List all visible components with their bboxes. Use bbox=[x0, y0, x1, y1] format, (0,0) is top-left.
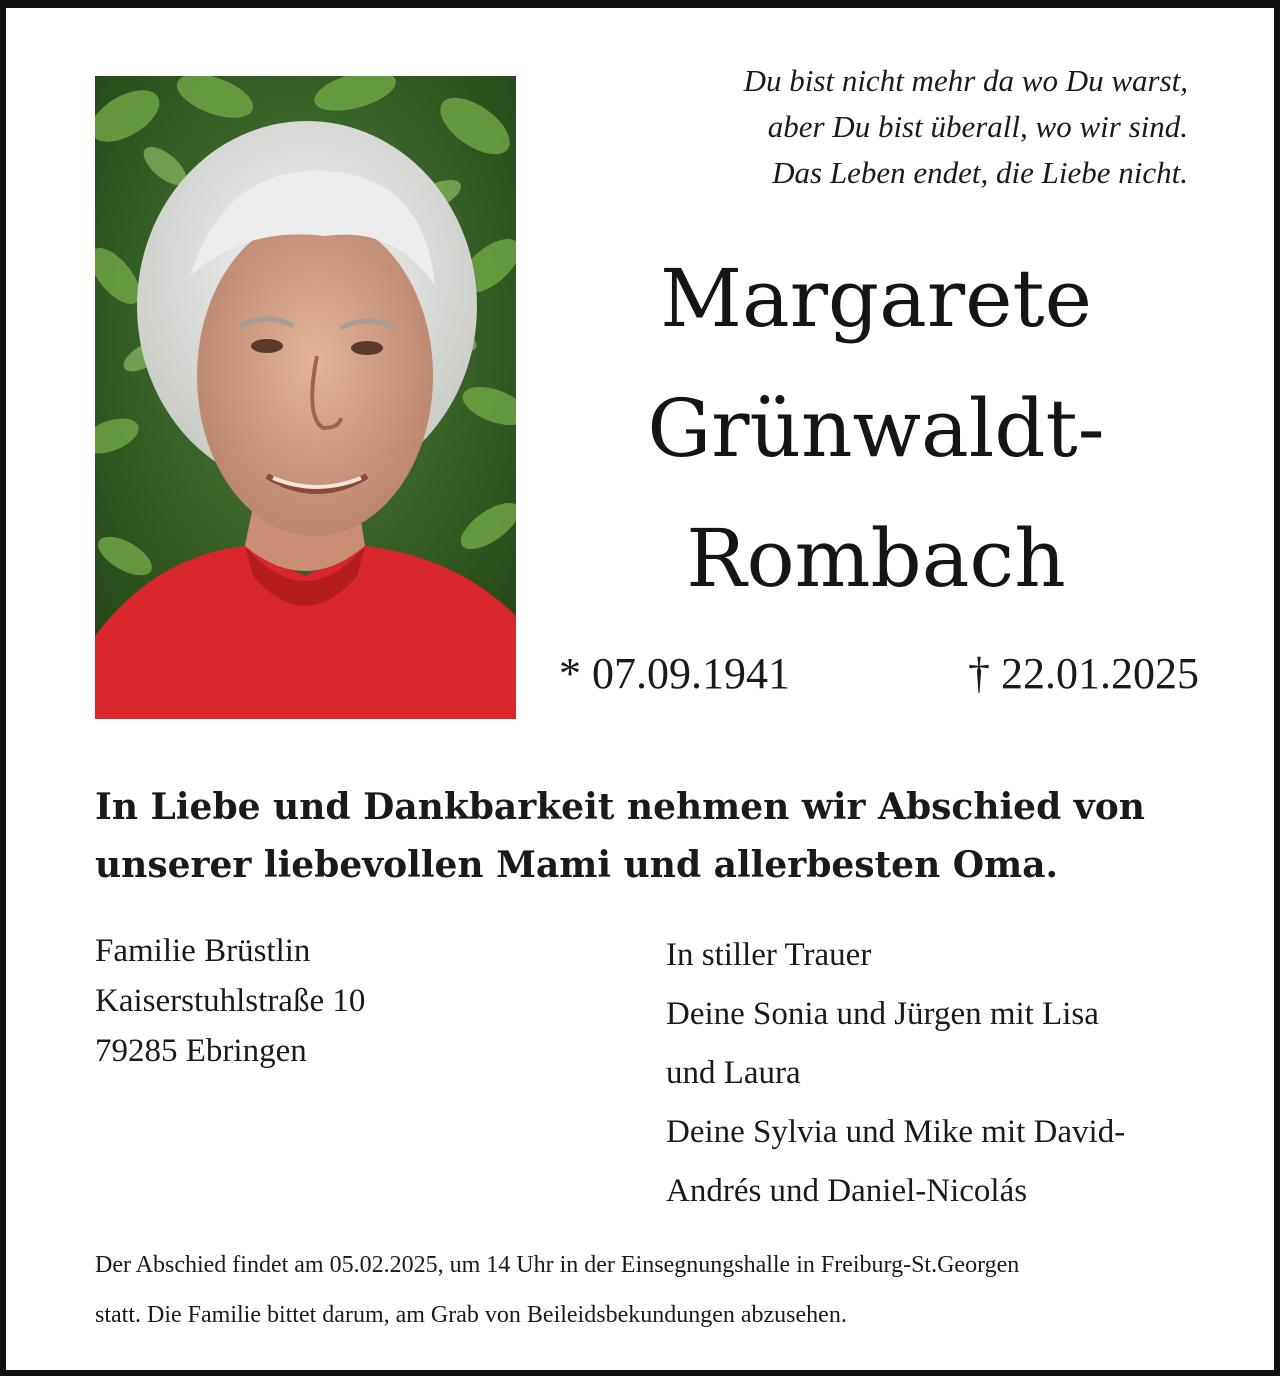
mourners-line: Andrés und Daniel-Nicolás bbox=[666, 1173, 1028, 1209]
name-line: Rombach bbox=[686, 512, 1066, 605]
birth-date: * 07.09.1941 bbox=[559, 649, 790, 698]
address-line: 79285 Ebringen bbox=[95, 1033, 307, 1069]
deceased-name bbox=[566, 234, 1186, 624]
mourners-line: Deine Sylvia und Mike mit David- bbox=[666, 1114, 1126, 1150]
death-date: † 22.01.2025 bbox=[968, 649, 1199, 698]
address-line: Familie Brüstlin bbox=[95, 933, 311, 969]
farewell-line: In Liebe und Dankbarkeit nehmen wir Abschied von bbox=[95, 786, 1145, 828]
memorial-poem bbox=[744, 58, 1188, 196]
address-line: Kaiserstuhlstraße 10 bbox=[95, 983, 366, 1019]
family-address bbox=[95, 926, 365, 1076]
portrait-photo bbox=[95, 76, 516, 719]
funeral-notice bbox=[95, 1240, 1215, 1340]
notice-line: Der Abschied findet am 05.02.2025, um 14 Uhr in der Einsegnungshalle in Freiburg-St.Georgen bbox=[95, 1252, 1020, 1278]
mourners-list bbox=[666, 926, 1125, 1221]
notice-line: statt. Die Familie bittet darum, am Grab von Beileidsbekundungen abzusehen. bbox=[95, 1302, 847, 1328]
poem-line: aber Du bist überall, wo wir sind. bbox=[767, 109, 1188, 144]
mourners-line: In stiller Trauer bbox=[666, 937, 872, 973]
name-line: Margarete bbox=[660, 252, 1092, 345]
mourners-line: Deine Sonia und Jürgen mit Lisa bbox=[666, 996, 1099, 1032]
farewell-line: unserer liebevollen Mami und allerbesten Oma. bbox=[95, 844, 1059, 886]
mourners-line: und Laura bbox=[666, 1055, 801, 1091]
name-line: Grünwaldt- bbox=[647, 382, 1105, 475]
poem-line: Du bist nicht mehr da wo Du warst, bbox=[743, 63, 1188, 98]
farewell-text bbox=[95, 778, 1215, 894]
portrait-image bbox=[95, 76, 516, 719]
poem-line: Das Leben endet, die Liebe nicht. bbox=[772, 155, 1188, 190]
